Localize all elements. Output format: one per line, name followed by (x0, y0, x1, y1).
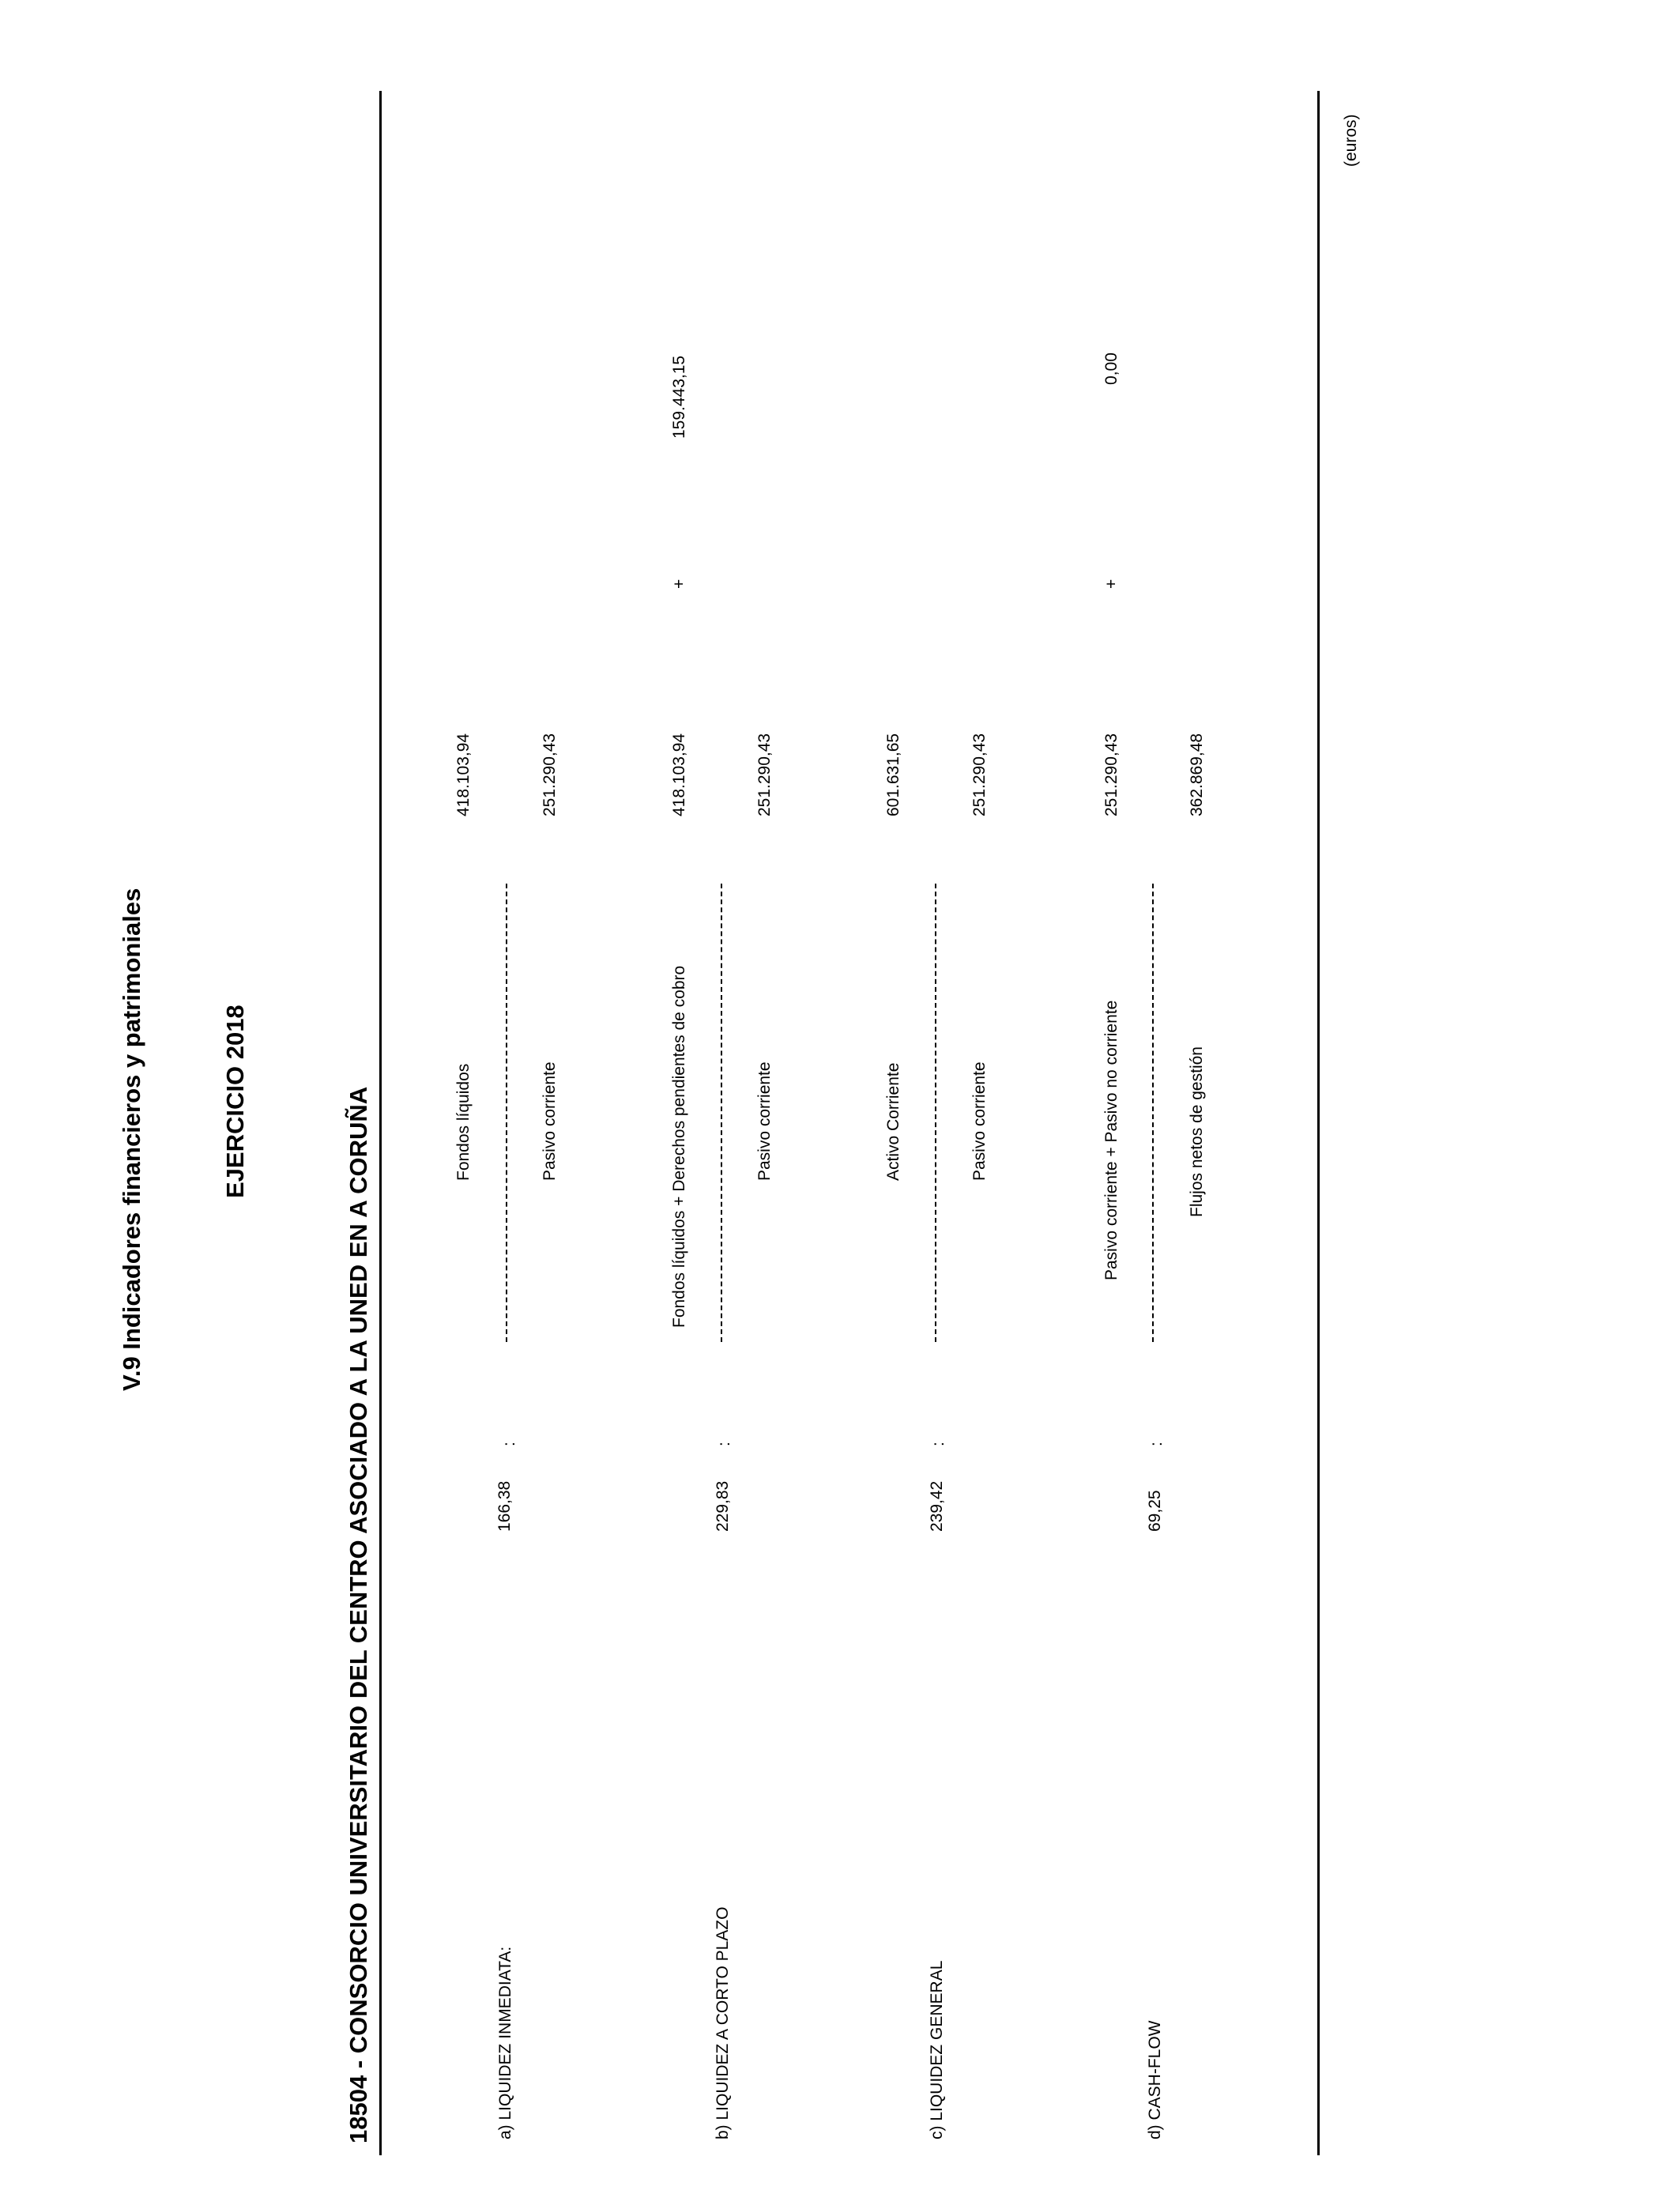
report-title: V.9 Indicadores financieros y patrimoniales (118, 888, 145, 1391)
indicator-label-a: a) LIQUIDEZ INMEDIATA: (496, 1946, 514, 2139)
denominator-label-a: Pasivo corriente (541, 1061, 559, 1181)
indicator-value-a: 166,38 (495, 1480, 514, 1532)
indicator-label-b: b) LIQUIDEZ A CORTO PLAZO (714, 1906, 732, 2139)
indicator-separator-c: : (929, 1442, 947, 1446)
currency-label: (euros) (1342, 114, 1360, 167)
fraction-line-a (506, 884, 507, 1342)
numerator-label-a: Fondos líquidos (454, 1063, 473, 1181)
numerator-label-c: Activo Corriente (884, 1062, 902, 1181)
fraction-line-c (935, 884, 936, 1342)
fraction-line-b (721, 884, 722, 1342)
top-rule (379, 91, 382, 2155)
plus-sign-d: + (1102, 579, 1121, 589)
indicator-label-c: c) LIQUIDEZ GENERAL (928, 1960, 946, 2139)
numerator-value-c: 601.631,65 (884, 733, 902, 816)
denominator-value-d: 362.869,48 (1188, 733, 1206, 816)
entity-title: 18504 - CONSORCIO UNIVERSITARIO DEL CENTRO ASOCIADO A LA UNED EN A CORUÑA (345, 1086, 372, 2143)
denominator-label-d: Flujos netos de gestión (1188, 1046, 1206, 1217)
indicator-value-c: 239,42 (928, 1480, 946, 1532)
numerator-label-d: Pasivo corriente + Pasivo no corriente (1102, 1000, 1121, 1280)
fraction-line-d (1152, 884, 1154, 1342)
numerator-value-d: 251.290,43 (1102, 733, 1121, 816)
denominator-value-c: 251.290,43 (970, 733, 989, 816)
denominator-value-a: 251.290,43 (541, 733, 559, 816)
bottom-rule (1317, 91, 1320, 2155)
plus-sign-b: + (670, 579, 688, 589)
denominator-value-b: 251.290,43 (755, 733, 774, 816)
numerator-extra-d: 0,00 (1102, 352, 1121, 385)
denominator-label-c: Pasivo corriente (970, 1061, 989, 1181)
indicator-separator-d: : (1147, 1442, 1166, 1446)
numerator-value-a: 418.103,94 (454, 733, 473, 816)
indicator-label-d: d) CASH-FLOW (1146, 2020, 1164, 2139)
indicator-value-b: 229,83 (714, 1480, 732, 1532)
indicator-separator-a: : (500, 1442, 518, 1446)
ejercicio-title: EJERCICIO 2018 (221, 1005, 249, 1198)
numerator-extra-b: 159.443,15 (670, 355, 688, 439)
numerator-value-b: 418.103,94 (670, 733, 688, 816)
indicator-value-d: 69,25 (1146, 1490, 1164, 1532)
numerator-label-b: Fondos líquidos + Derechos pendientes de cobro (670, 965, 688, 1328)
indicator-separator-b: : (715, 1442, 733, 1446)
denominator-label-b: Pasivo corriente (755, 1061, 774, 1181)
